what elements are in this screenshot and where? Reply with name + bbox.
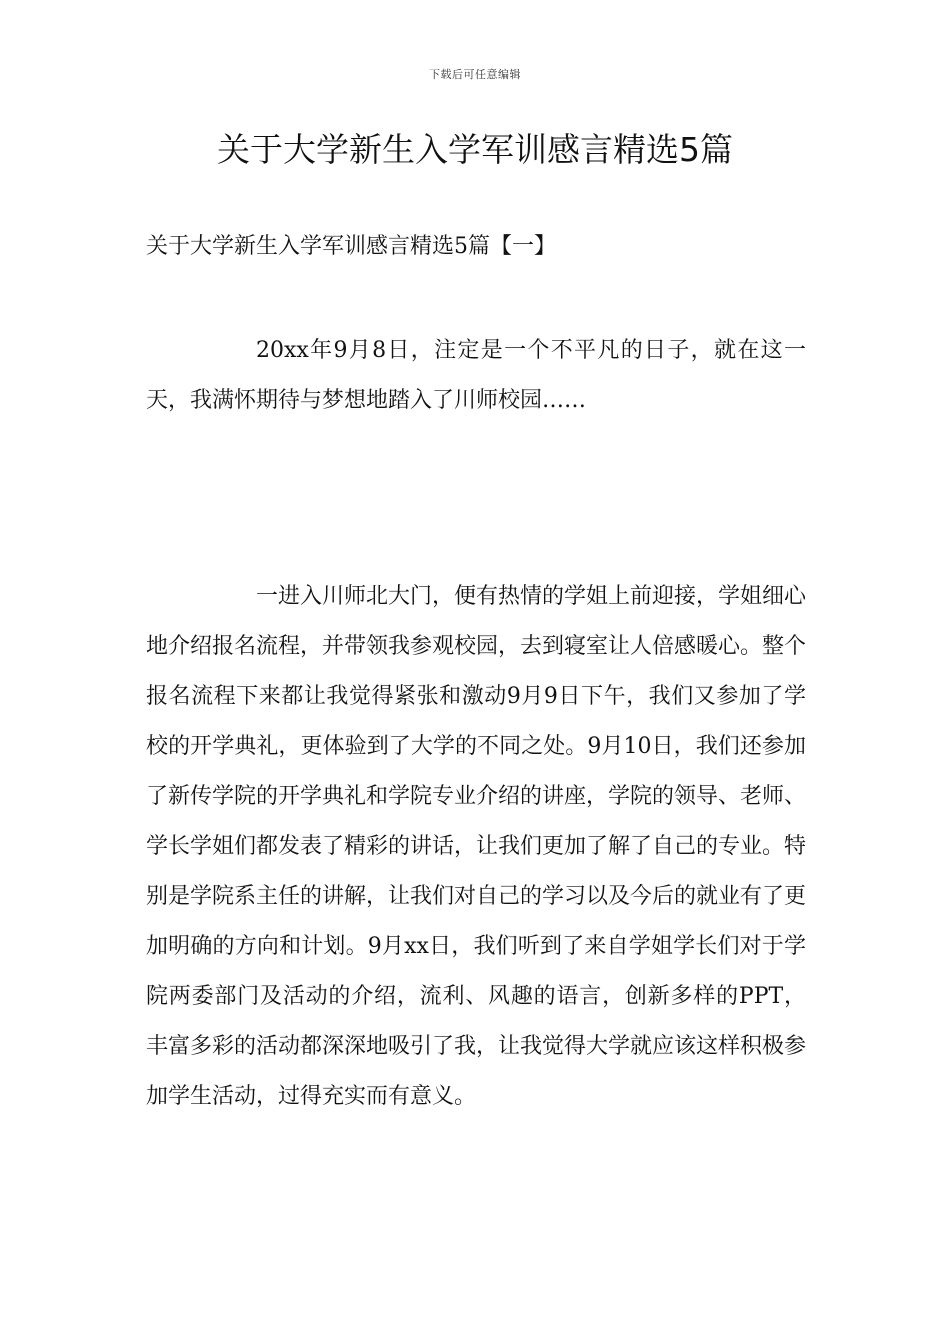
paragraph-body: 一进入川师北大门，便有热情的学姐上前迎接，学姐细心地介绍报名流程，并带领我参观校园，去到寝室让人倍感暖心。整个报名流程下来都让我觉得紧张和激动9月9日下午，我们又参加了学校的开学典礼，更体验到了大学的不同之处。9月10日，我们还参加了新传学院的开学典礼和学院专业介绍的讲座，学院的领导、老师、学长学姐们都发表了精彩的讲话，让我们更加了解了自己的专业。特别是学院系主任的讲解，让我们对自己的学习以及今后的就业有了更加明确的方向和计划。9月xx日，我们听到了来自学姐学长们对于学院两委部门及活动的介绍，流利、风趣的语言，创新多样的PPT，丰富多彩的活动都深深地吸引了我，让我觉得大学就应该这样积极参加学生活动，过得充实而有意义。 (146, 584, 807, 1109)
header-note: 下载后可任意编辑 (429, 68, 521, 81)
section-heading: 关于大学新生入学军训感言精选5篇【一】 (146, 234, 556, 259)
paragraph-intro: 20xx年9月8日，注定是一个不平凡的日子，就在这一天，我满怀期待与梦想地踏入了川师校园…… (146, 338, 806, 413)
document-title: 关于大学新生入学军训感言精选5篇 (217, 130, 733, 169)
